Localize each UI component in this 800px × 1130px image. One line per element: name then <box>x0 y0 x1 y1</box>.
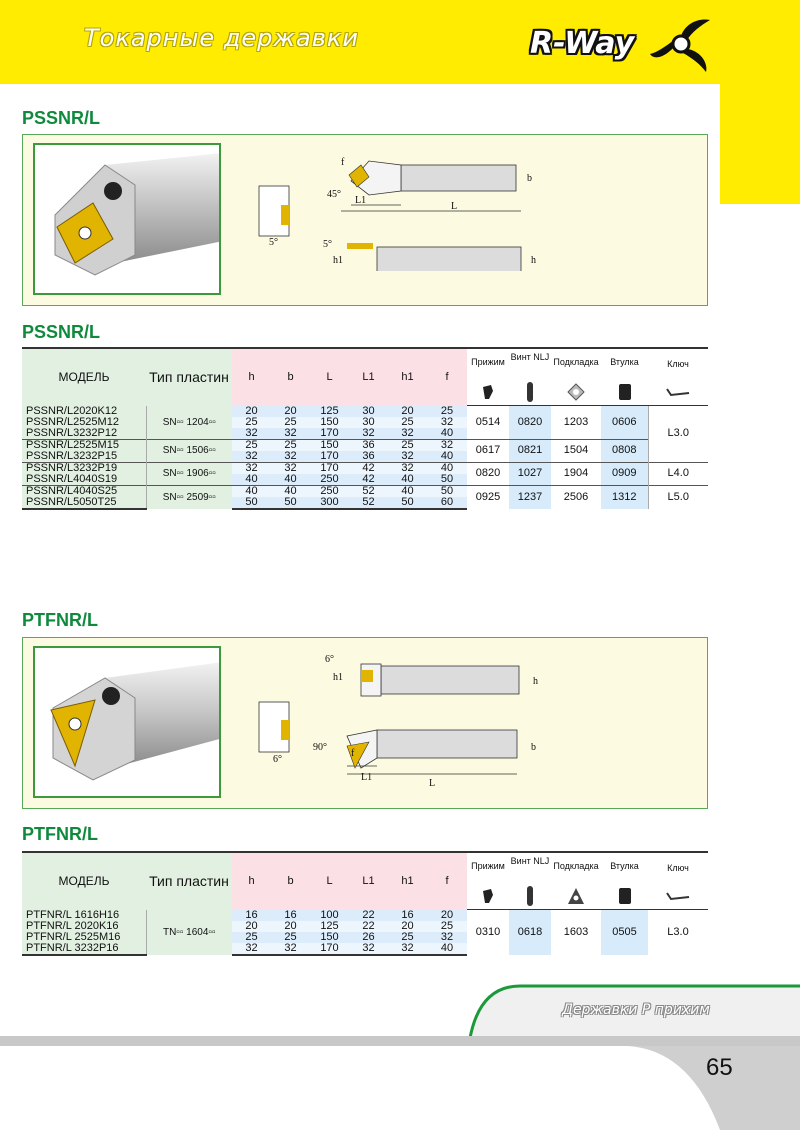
cell-b: 25 <box>271 417 310 428</box>
cell-f: 40 <box>427 943 467 955</box>
col-shim: Подкладка <box>551 348 601 382</box>
col-key: Ключ <box>648 348 708 382</box>
cell-L1: 36 <box>349 439 388 451</box>
part-clamp: 0925 <box>467 485 509 509</box>
cell-L: 170 <box>310 451 349 463</box>
cell-b: 40 <box>271 485 310 497</box>
cell-f: 25 <box>427 406 467 417</box>
cell-L: 150 <box>310 439 349 451</box>
col-L: L <box>310 348 349 406</box>
cell-f: 32 <box>427 417 467 428</box>
label-h: h <box>531 255 536 266</box>
insert-type: SN▫▫ 1506▫▫ <box>146 439 232 462</box>
part-screw: 1237 <box>509 485 551 509</box>
cell-L1: 52 <box>349 485 388 497</box>
cell-b: 32 <box>271 943 310 955</box>
cell-L1: 42 <box>349 474 388 486</box>
cell-L1: 30 <box>349 417 388 428</box>
cell-b: 50 <box>271 497 310 509</box>
part-shim: 1904 <box>551 462 601 485</box>
cell-f: 40 <box>427 451 467 463</box>
col-shim: Подкладка <box>551 852 601 886</box>
label-5b: 5° <box>323 239 332 250</box>
section2-table-title: PTFNR/L <box>22 824 98 844</box>
sleeve-icon <box>617 886 633 906</box>
cell-b: 20 <box>271 406 310 417</box>
part-shim: 1504 <box>551 439 601 462</box>
cell-f: 32 <box>427 439 467 451</box>
label-6b: 6° <box>273 754 282 765</box>
col-screw: Винт NLJ <box>509 852 551 886</box>
cell-f: 20 <box>427 910 467 921</box>
part-shim: 1203 <box>551 406 601 440</box>
table-row: PSSNR/L3232P12 <box>22 428 146 440</box>
label-L: L <box>451 201 458 212</box>
screw-icon <box>525 382 535 402</box>
cell-h: 32 <box>232 943 271 955</box>
col-type: Тип пластин <box>146 852 232 910</box>
cell-h1: 32 <box>388 451 427 463</box>
footer-label: Державки P прихим <box>562 1002 710 1018</box>
col-f: f <box>427 348 467 406</box>
screw-icon <box>525 886 535 906</box>
table-row: PTFNR/L 1616H16 <box>22 910 146 921</box>
cell-h1: 32 <box>388 943 427 955</box>
part-screw: 1027 <box>509 462 551 485</box>
label-L: L <box>429 778 436 789</box>
triangle-shim-icon <box>566 886 586 906</box>
cell-f: 60 <box>427 497 467 509</box>
label-b: b <box>527 173 532 184</box>
cell-L1: 26 <box>349 932 388 943</box>
col-b: b <box>271 348 310 406</box>
label-b: b <box>531 742 536 753</box>
section1-table-title: PSSNR/L <box>22 322 101 342</box>
part-clamp: 0514 <box>467 406 509 440</box>
cell-L1: 22 <box>349 910 388 921</box>
section1-image-panel <box>22 134 708 306</box>
col-key: Ключ <box>648 852 708 886</box>
cell-h: 32 <box>232 451 271 463</box>
cell-f: 40 <box>427 428 467 440</box>
col-f: f <box>427 852 467 910</box>
label-f: f <box>351 748 355 759</box>
cell-h: 25 <box>232 417 271 428</box>
cell-h: 32 <box>232 462 271 474</box>
col-h: h <box>232 348 271 406</box>
label-L1: L1 <box>361 772 373 783</box>
cell-L1: 32 <box>349 943 388 955</box>
cell-b: 25 <box>271 932 310 943</box>
part-sleeve: 0808 <box>601 439 648 462</box>
pssnr-spec-table <box>22 347 708 510</box>
cell-f: 50 <box>427 485 467 497</box>
cell-h: 16 <box>232 910 271 921</box>
cell-h1: 25 <box>388 417 427 428</box>
part-screw: 0820 <box>509 406 551 440</box>
cell-b: 32 <box>271 428 310 440</box>
part-shim: 1603 <box>551 910 601 955</box>
table-row: PTFNR/L 2525M16 <box>22 932 146 943</box>
part-sleeve: 0909 <box>601 462 648 485</box>
part-key: L3.0 <box>648 910 708 955</box>
col-model: МОДЕЛЬ <box>22 852 146 910</box>
sleeve-icon <box>617 382 633 402</box>
cell-f: 32 <box>427 932 467 943</box>
table-row: PTFNR/L 2020K16 <box>22 921 146 932</box>
cell-L: 125 <box>310 406 349 417</box>
col-clamp: Прижим <box>467 348 509 382</box>
tool-holder-illustration <box>35 648 221 798</box>
table-row: PTFNR/L 3232P16 <box>22 943 146 955</box>
cell-L1: 52 <box>349 497 388 509</box>
hex-key-icon <box>665 889 691 903</box>
col-h1: h1 <box>388 348 427 406</box>
cell-L: 125 <box>310 921 349 932</box>
col-model: МОДЕЛЬ <box>22 348 146 406</box>
part-screw: 0821 <box>509 439 551 462</box>
cell-L1: 30 <box>349 406 388 417</box>
hex-key-icon <box>665 385 691 399</box>
table-row: PSSNR/L2525M15 <box>22 439 146 451</box>
label-h: h <box>533 676 538 687</box>
label-h1: h1 <box>333 255 343 266</box>
tool-holder-illustration <box>35 145 221 295</box>
insert-type: SN▫▫ 1906▫▫ <box>146 462 232 485</box>
part-sleeve: 0606 <box>601 406 648 440</box>
col-L: L <box>310 852 349 910</box>
table-row: PSSNR/L2525M12 <box>22 417 146 428</box>
cell-L: 170 <box>310 428 349 440</box>
footer-bar <box>0 1036 800 1046</box>
logo-text: R-Way <box>530 26 635 61</box>
cell-f: 40 <box>427 462 467 474</box>
label-5a: 5° <box>269 237 278 248</box>
cell-h1: 16 <box>388 910 427 921</box>
part-key: L5.0 <box>648 485 708 509</box>
cell-h: 25 <box>232 439 271 451</box>
section1-title: PSSNR/L <box>22 108 101 128</box>
cell-h1: 32 <box>388 428 427 440</box>
part-clamp: 0820 <box>467 462 509 485</box>
brand-logo <box>530 14 710 74</box>
cell-f: 50 <box>427 474 467 486</box>
label-6a: 6° <box>325 654 334 665</box>
cell-h1: 40 <box>388 485 427 497</box>
ptfnr-spec-table <box>22 851 708 956</box>
cell-L1: 22 <box>349 921 388 932</box>
clamp-icon <box>481 383 495 401</box>
cell-h: 20 <box>232 406 271 417</box>
table-row: PSSNR/L2020K12 <box>22 406 146 417</box>
table-row: PSSNR/L3232P15 <box>22 451 146 463</box>
cell-h: 40 <box>232 485 271 497</box>
section2-image-panel <box>22 637 708 809</box>
cell-h: 40 <box>232 474 271 486</box>
col-L1: L1 <box>349 852 388 910</box>
part-sleeve: 1312 <box>601 485 648 509</box>
cell-b: 20 <box>271 921 310 932</box>
col-screw: Винт NLJ <box>509 348 551 382</box>
pssnr-dimension-drawing <box>251 151 551 271</box>
cell-h: 50 <box>232 497 271 509</box>
cell-L: 170 <box>310 943 349 955</box>
cell-b: 32 <box>271 462 310 474</box>
cell-h: 25 <box>232 932 271 943</box>
part-key: L3.0 <box>648 406 708 463</box>
label-f: f <box>341 157 345 168</box>
cell-L: 170 <box>310 462 349 474</box>
cell-L: 100 <box>310 910 349 921</box>
square-shim-icon <box>566 382 586 402</box>
label-90: 90° <box>313 742 327 753</box>
part-key: L4.0 <box>648 462 708 485</box>
insert-type: SN▫▫ 1204▫▫ <box>146 406 232 440</box>
clamp-icon <box>481 887 495 905</box>
insert-type: TN▫▫ 1604▫▫ <box>146 910 232 955</box>
part-screw: 0618 <box>509 910 551 955</box>
cell-b: 16 <box>271 910 310 921</box>
col-sleeve: Втулка <box>601 348 648 382</box>
cell-h1: 32 <box>388 462 427 474</box>
cell-L: 150 <box>310 932 349 943</box>
logo-blade-icon <box>650 14 712 74</box>
page-number: 65 <box>706 1054 733 1081</box>
section2-title: PTFNR/L <box>22 610 98 630</box>
col-L1: L1 <box>349 348 388 406</box>
table-row: PSSNR/L5050T25 <box>22 497 146 509</box>
table-row: PSSNR/L4040S25 <box>22 485 146 497</box>
ptfnr-tool-photo <box>33 646 221 798</box>
cell-L1: 32 <box>349 428 388 440</box>
col-clamp: Прижим <box>467 852 509 886</box>
cell-L1: 42 <box>349 462 388 474</box>
ptfnr-dimension-drawing <box>251 650 561 795</box>
cell-h1: 40 <box>388 474 427 486</box>
insert-type: SN▫▫ 2509▫▫ <box>146 485 232 509</box>
cell-h1: 25 <box>388 932 427 943</box>
part-shim: 2506 <box>551 485 601 509</box>
cell-h1: 50 <box>388 497 427 509</box>
header-side-band <box>720 84 800 204</box>
cell-h1: 20 <box>388 406 427 417</box>
cell-L: 250 <box>310 485 349 497</box>
table-row: PSSNR/L3232P19 <box>22 462 146 474</box>
cell-L: 150 <box>310 417 349 428</box>
cell-h: 32 <box>232 428 271 440</box>
cell-b: 40 <box>271 474 310 486</box>
col-b: b <box>271 852 310 910</box>
part-clamp: 0310 <box>467 910 509 955</box>
cell-b: 25 <box>271 439 310 451</box>
cell-f: 25 <box>427 921 467 932</box>
pssnr-tool-photo <box>33 143 221 295</box>
col-type: Тип пластин <box>146 348 232 406</box>
label-L1: L1 <box>355 195 367 206</box>
cell-b: 32 <box>271 451 310 463</box>
part-clamp: 0617 <box>467 439 509 462</box>
label-h1: h1 <box>333 672 343 683</box>
cell-h1: 25 <box>388 439 427 451</box>
cell-L: 300 <box>310 497 349 509</box>
col-h1: h1 <box>388 852 427 910</box>
part-sleeve: 0505 <box>601 910 648 955</box>
cell-h: 20 <box>232 921 271 932</box>
cell-h1: 20 <box>388 921 427 932</box>
cell-L1: 36 <box>349 451 388 463</box>
label-45: 45° <box>327 189 341 200</box>
col-h: h <box>232 852 271 910</box>
table-row: PSSNR/L4040S19 <box>22 474 146 486</box>
page-title: Токарные державки <box>84 24 359 52</box>
col-sleeve: Втулка <box>601 852 648 886</box>
cell-L: 250 <box>310 474 349 486</box>
